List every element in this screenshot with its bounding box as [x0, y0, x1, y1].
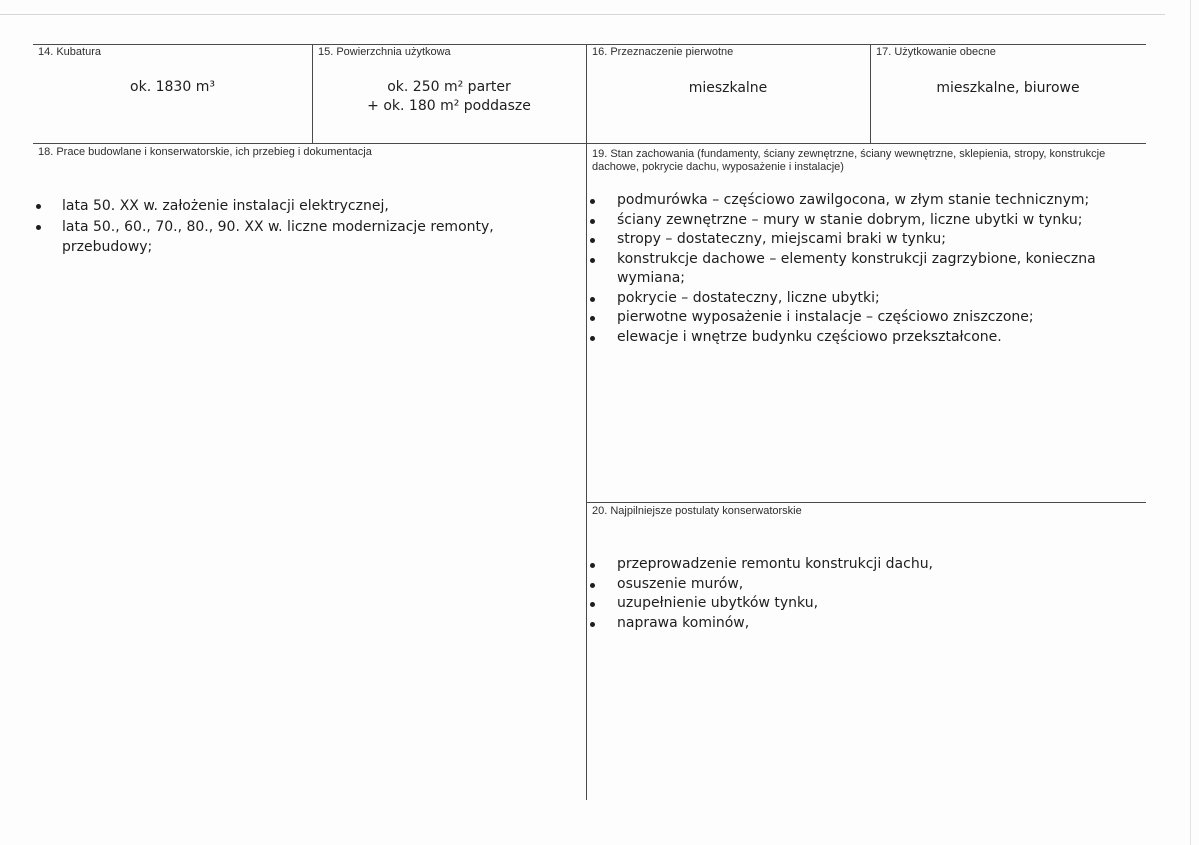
uzytkowanie-value-text: mieszkalne, biurowe [936, 80, 1080, 96]
bullet-icon [590, 258, 595, 263]
field-value-przeznaczenie [586, 79, 870, 98]
table-border-top [33, 44, 1146, 45]
list-item [590, 555, 1137, 575]
bullet-icon [590, 602, 595, 607]
field-label-postulaty: 20. Najpilniejsze postulaty konserwatorskie [592, 505, 802, 517]
list-item-text: ściany zewnętrzne – mury w stanie dobrym, liczne ubytki w tynku; [617, 211, 1083, 228]
list-item [590, 191, 1137, 211]
list-item [590, 230, 1137, 250]
bullet-icon [36, 225, 41, 230]
list-item-text: pokrycie – dostateczny, liczne ubytki; [617, 289, 880, 306]
list-item-text: elewacje i wnętrze budynku częściowo przekształcone. [617, 328, 1002, 345]
postulaty-list [590, 555, 1137, 633]
bullet-icon [590, 199, 595, 204]
list-item-text: podmurówka – częściowo zawilgocona, w złym stanie technicznym; [617, 192, 1090, 208]
list-item-text: lata 50. XX w. założenie instalacji elektrycznej, [62, 198, 389, 214]
przeznaczenie-value-text: mieszkalne [688, 80, 768, 96]
list-item-text: osuszenie murów, [617, 575, 744, 592]
list-item [590, 211, 1137, 231]
powierzchnia-value-line: + ok. 180 m² poddasze [367, 98, 531, 114]
field-value-powierzchnia [312, 78, 586, 116]
kubatura-value-text: ok. 1830 m³ [130, 79, 215, 95]
field-label-uzytkowanie: 17. Użytkowanie obecne [876, 46, 996, 58]
list-item [590, 308, 1137, 328]
table-row-divider [33, 143, 1146, 144]
scan-edge-line [1190, 0, 1191, 845]
table-row-divider [586, 502, 1146, 503]
bullet-icon [590, 316, 595, 321]
stan-zachowania-list [590, 191, 1137, 347]
list-item [36, 217, 562, 258]
bullet-icon [36, 204, 41, 209]
table-column-divider [586, 44, 587, 800]
powierzchnia-value-line: ok. 250 m² parter [387, 79, 511, 95]
bullet-icon [590, 336, 595, 341]
bullet-icon [590, 297, 595, 302]
list-item-text: pierwotne wyposażenie i instalacje – częściowo zniszczone; [617, 309, 1034, 325]
bullet-icon [590, 238, 595, 243]
field-label-powierzchnia: 15. Powierzchnia użytkowa [318, 46, 451, 58]
list-item [590, 250, 1137, 289]
list-item [590, 614, 1137, 634]
list-item [590, 575, 1137, 595]
scan-edge-line [0, 14, 1165, 15]
field-label-kubatura: 14. Kubatura [38, 46, 101, 58]
list-item [590, 289, 1137, 309]
bullet-icon [590, 219, 595, 224]
field-value-uzytkowanie [870, 79, 1146, 98]
list-item-text: lata 50., 60., 70., 80., 90. XX w. liczne modernizacje remonty, przebudowy; [62, 218, 494, 255]
prace-list [36, 196, 562, 258]
field-label-stan-zachowania: 19. Stan zachowania (fundamenty, ściany zewnętrzne, ściany wewnętrzne, sklepienia, stropy, konstrukcje dachowe, pokrycie dachu, wyposażenie i instalacje) [592, 148, 1106, 173]
list-item [590, 328, 1137, 348]
list-item [36, 196, 562, 217]
list-item-text: uzupełnienie ubytków tynku, [617, 595, 819, 611]
list-item [590, 594, 1137, 614]
bullet-icon [590, 622, 595, 627]
bullet-icon [590, 583, 595, 588]
field-label-przeznaczenie: 16. Przeznaczenie pierwotne [592, 46, 734, 58]
bullet-icon [590, 563, 595, 568]
field-value-kubatura [33, 78, 312, 97]
list-item-text: przeprowadzenie remontu konstrukcji dachu, [617, 556, 934, 572]
list-item-text: stropy – dostateczny, miejscami braki w tynku; [617, 231, 946, 247]
field-label-prace: 18. Prace budowlane i konserwatorskie, ich przebieg i dokumentacja [38, 146, 372, 158]
list-item-text: naprawa kominów, [617, 614, 750, 631]
list-item-text: konstrukcje dachowe – elementy konstrukcji zagrzybione, konieczna wymiana; [617, 250, 1096, 286]
